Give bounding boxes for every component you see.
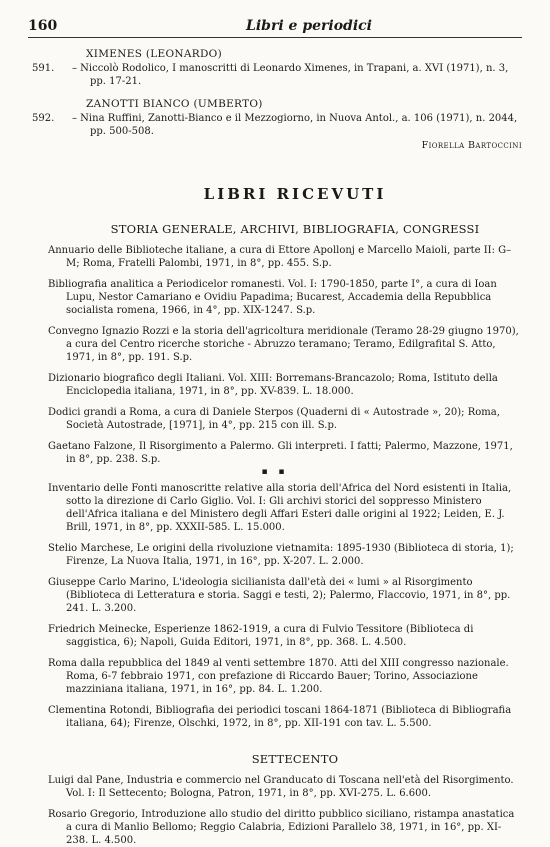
book-entry: Gaetano Falzone, Il Risorgimento a Palermo. Gli interpreti. I fatti; Palermo, Mazzone, 1971, in 8°, pp. 238. S.p. [48,441,513,465]
periodici-entry-591 [28,48,522,88]
running-title: Libri e periodici [246,18,372,34]
section-main-title: LIBRI RICEVUTI [203,185,387,203]
section-heading-settecento: SETTECENTO [251,752,339,766]
page-number: 160 [28,18,58,34]
separator-dots: ▪ ▪ [261,467,289,477]
page-header [28,18,522,38]
entry-text: – Nina Ruffini, Zanotti-Bianco e il Mezzogiorno, in Nuova Antol., a. 106 (1971), n. 2044, pp. 500-508. [72,113,518,137]
entry-number: 592. [32,113,55,124]
book-entry: Convegno Ignazio Rozzi e la storia dell'agricoltura meridionale (Teramo 28-29 giugno 1970), a cura del Centro ricerche storiche - Abruzzo teramano; Teramo, Edilgrafital S. Atto, 1971, in 8°, pp. 191. S.p. [48,326,519,363]
entry-number: 591. [32,63,55,74]
book-entry: Luigi dal Pane, Industria e commercio nel Granducato di Toscana nell'età del Risorgimento. Vol. I: Il Settecento; Bologna, Patron, 1971, in 8°, pp. XVI-275. L. 6.600. [48,775,514,799]
book-list-storia [28,244,522,730]
document-page [28,18,522,847]
book-entry: Dodici grandi a Roma, a cura di Daniele Sterpos (Quaderni di « Autostrade », 20); Roma, Società Autostrade, [1971], in 4°, pp. 215 con ill. S.p. [48,407,500,431]
reviewer-signature: Fiorella Bartoccini [421,140,522,151]
section-heading-storia: STORIA GENERALE, ARCHIVI, BIBLIOGRAFIA, CONGRESSI [110,222,480,236]
book-entry: Roma dalla repubblica del 1849 al venti settembre 1870. Atti del XIII congresso nazionale. Roma, 6-7 febbraio 1971, con prefazione di Riccardo Bauer; Torino, Associazione mazziniana italiana, 1971, in 16°, pp. 84. L. 1.200. [48,658,509,695]
author-heading: ZANOTTI BIANCO (UMBERTO) [86,98,263,110]
book-entry: Rosario Gregorio, Introduzione allo studio del diritto pubblico siciliano, ristampa anastatica a cura di Manlio Bellomo; Reggio Calabria, Edizioni Parallelo 38, 1971, in 16°, pp. XI-238. L. 4.500. [48,809,515,846]
book-entry: Giuseppe Carlo Marino, L'ideologia sicilianista dall'età dei « lumi » al Risorgimento (Biblioteca di Letteratura e storia. Saggi e testi, 2); Palermo, Flaccovio, 1971, in 8°, pp. 241. L. 3.200. [48,577,511,614]
book-entry: Annuario delle Biblioteche italiane, a cura di Ettore Apollonj e Marcello Maioli, parte II: G–M; Roma, Fratelli Palombi, 1971, in 8°, pp. 455. S.p. [48,245,512,269]
book-entry: Clementina Rotondi, Bibliografia dei periodici toscani 1864-1871 (Biblioteca di Bibliografia italiana, 64); Firenze, Olschki, 1972, in 8°, pp. XII-191 con tav. L. 5.500. [48,705,512,729]
author-heading: XIMENES (LEONARDO) [86,48,222,60]
book-list-settecento [28,774,522,847]
book-entry: Friedrich Meinecke, Esperienze 1862-1919, a cura di Fulvio Tessitore (Biblioteca di saggistica, 6); Napoli, Guida Editori, 1971, in 8°, pp. 368. L. 4.500. [48,624,474,648]
entry-text: – Niccolò Rodolico, I manoscritti di Leonardo Ximenes, in Trapani, a. XVI (1971), n. 3, pp. 17-21. [72,63,509,87]
book-entry: Inventario delle Fonti manoscritte relative alla storia dell'Africa del Nord esistenti in Italia, sotto la direzione di Carlo Giglio. Vol. I: Gli archivi storici del soppresso Ministero dell'Africa italiana e del Ministero degli Affari Esteri dalle origini al 1922; Leiden, E. J. Brill, 1971, in 8°, pp. XXXII-585. L. 15.000. [48,483,512,533]
periodici-entry-592 [28,98,522,138]
book-entry: Bibliografia analitica a Periodicelor romanesti. Vol. I: 1790-1850, parte I°, a cura di Ioan Lupu, Nestor Camariano e Ovidiu Papadima; Bucarest, Accademia della Repubblica socialista romena, 1966, in 4°, pp. XIX-1247. S.p. [48,279,497,316]
book-entry: Stelio Marchese, Le origini della rivoluzione vietnamita: 1895-1930 (Biblioteca di storia, 1); Firenze, La Nuova Italia, 1971, in 16°, pp. X-207. L. 2.000. [48,543,514,567]
book-entry: Dizionario biografico degli Italiani. Vol. XIII: Borremans-Brancazolo; Roma, Istituto della Enciclopedia italiana, 1971, in 8°, pp. XV-839. L. 18.000. [48,373,498,397]
